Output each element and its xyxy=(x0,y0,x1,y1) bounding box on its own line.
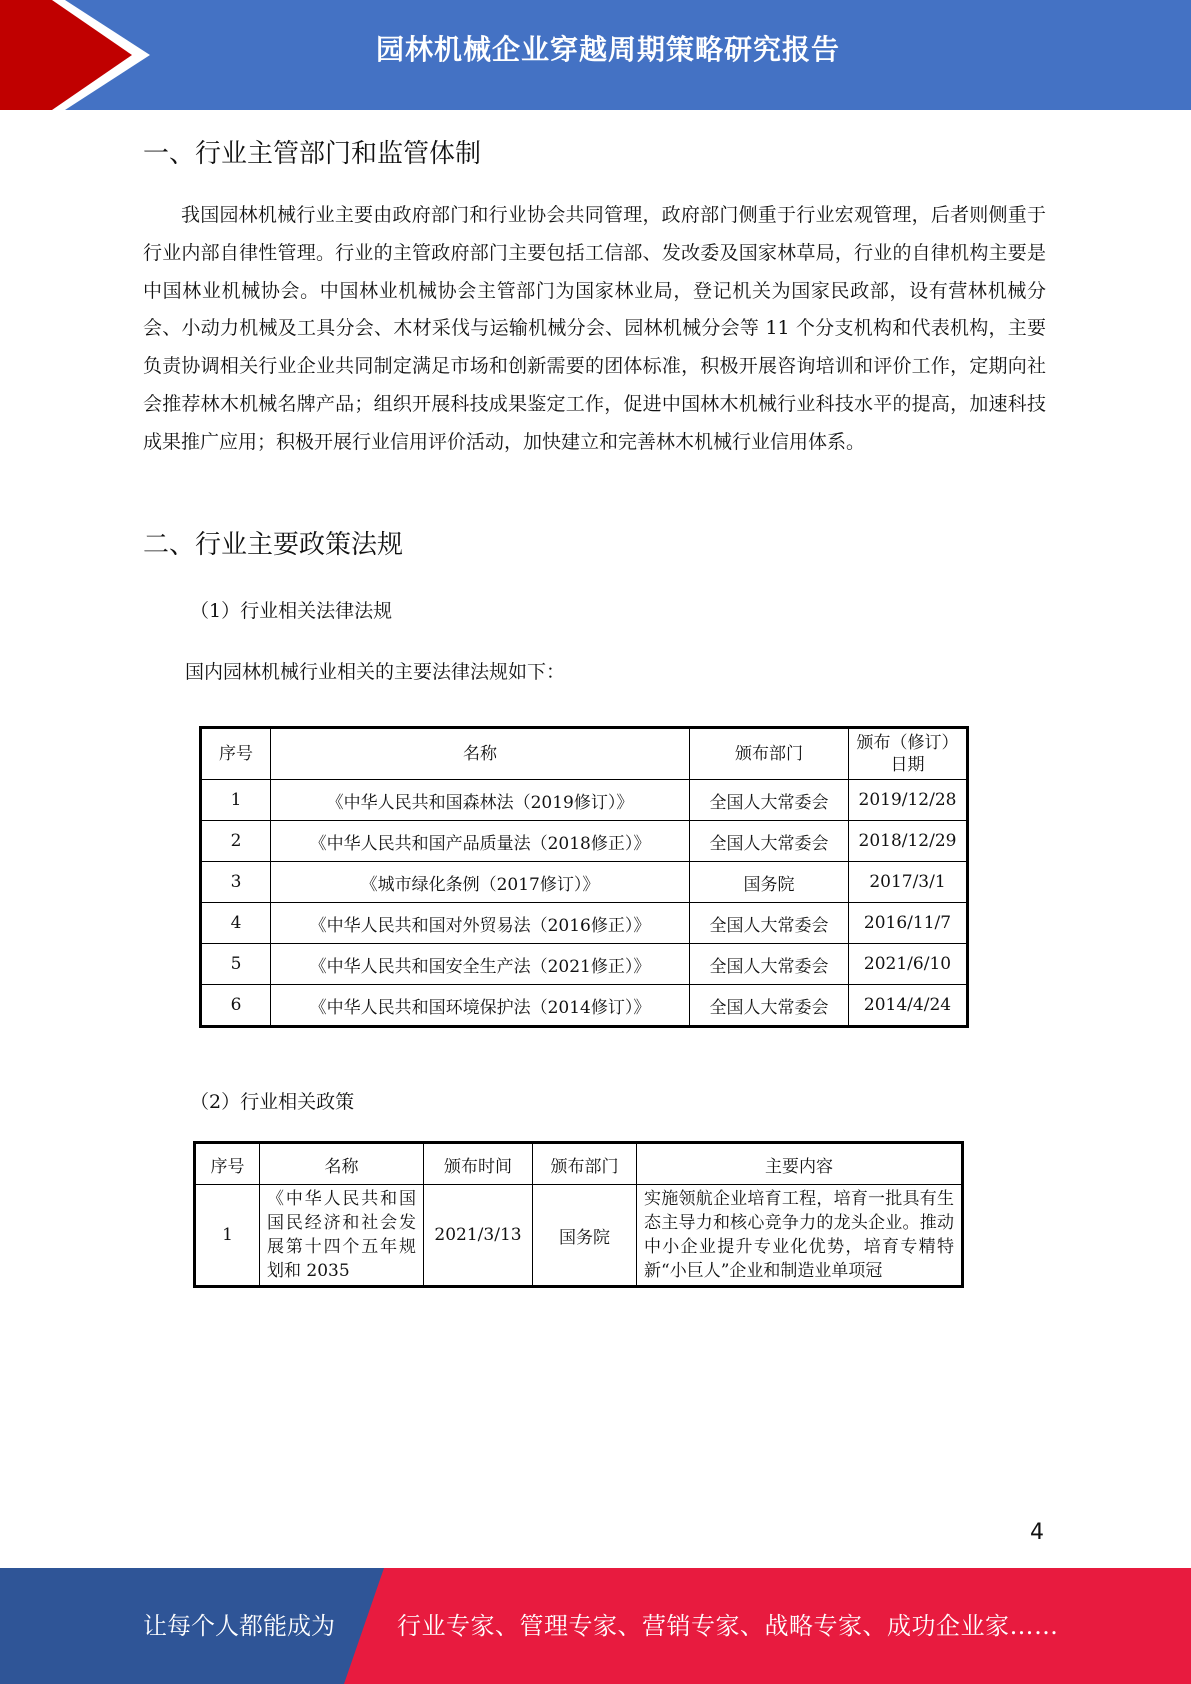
cell-department: 全国人大常委会 xyxy=(690,780,849,821)
table-row xyxy=(201,862,968,903)
col-header-date: 颁布（修订）日期 xyxy=(849,728,968,780)
col-header-department: 颁布部门 xyxy=(533,1143,637,1185)
cell-name: 《中华人民共和国产品质量法（2018修正）》 xyxy=(271,821,690,862)
cell-name: 《中华人民共和国森林法（2019修订）》 xyxy=(271,780,690,821)
cell-index: 6 xyxy=(201,985,271,1027)
section1-paragraph: 我国园林机械行业主要由政府部门和行业协会共同管理，政府部门侧重于行业宏观管理，后者则侧重于行业内部自律性管理。行业的主管政府部门主要包括工信部、发改委及国家林草局，行业的自律机构主要是中国林业机械协会。中国林业机械协会主管部门为国家林业局，登记机关为国家民政部，设有营林机械分会、小动力机械及工具分会、木材采伐与运输机械分会、园林机械分会等 11 个分支机构和代表机构，主要负责协调相关行业企业共同制定满足市场和创新需要的团体标准，积极开展咨询培训和评价工作，定期向社会推荐林木机械名牌产品；组织开展科技成果鉴定工作，促进中国林木机械行业科技水平的提高，加速科技成果推广应用；积极开展行业信用评价活动，加快建立和完善林木机械行业信用体系。 xyxy=(143,204,1046,453)
cell-department: 全国人大常委会 xyxy=(690,985,849,1027)
subsection1-title: （1）行业相关法律法规 xyxy=(190,600,393,622)
col-header-date: 颁布时间 xyxy=(424,1143,533,1185)
cell-name: 《中华人民共和国安全生产法（2021修正）》 xyxy=(271,944,690,985)
footer-banner xyxy=(0,1568,1191,1684)
cell-date: 2016/11/7 xyxy=(849,903,968,944)
col-header-name: 名称 xyxy=(260,1143,424,1185)
policies-table xyxy=(193,1141,964,1288)
cell-date: 2021/6/10 xyxy=(849,944,968,985)
footer-slogan-left: 让每个人都能成为 xyxy=(143,1612,335,1640)
cell-department: 全国人大常委会 xyxy=(690,944,849,985)
col-header-index: 序号 xyxy=(201,728,271,780)
cell-date: 2018/12/29 xyxy=(849,821,968,862)
cell-date: 2014/4/24 xyxy=(849,985,968,1027)
cell-department: 国务院 xyxy=(533,1185,637,1287)
cell-index: 4 xyxy=(201,903,271,944)
cell-name: 《中华人民共和国对外贸易法（2016修正）》 xyxy=(271,903,690,944)
cell-name: 《中华人民共和国环境保护法（2014修订）》 xyxy=(271,985,690,1027)
cell-index: 2 xyxy=(201,821,271,862)
laws-table xyxy=(199,726,969,1028)
laws-intro: 国内园林机械行业相关的主要法律法规如下： xyxy=(185,661,566,683)
cell-date: 2019/12/28 xyxy=(849,780,968,821)
table-header-row xyxy=(201,728,968,780)
col-header-department: 颁布部门 xyxy=(690,728,849,780)
cell-index: 1 xyxy=(201,780,271,821)
cell-date: 2021/3/13 xyxy=(424,1185,533,1287)
cell-department: 全国人大常委会 xyxy=(690,821,849,862)
page-number: 4 xyxy=(1030,1520,1044,1545)
table-row xyxy=(201,780,968,821)
cell-department: 全国人大常委会 xyxy=(690,903,849,944)
table-row xyxy=(201,903,968,944)
table-header-row xyxy=(195,1143,963,1185)
cell-name: 《中华人民共和国国民经济和社会发展第十四个五年规划和 2035 xyxy=(260,1185,424,1287)
cell-content: 实施领航企业培育工程，培育一批具有生态主导力和核心竞争力的龙头企业。推动中小企业提升专业化优势，培育专精特新“小巨人”企业和制造业单项冠 xyxy=(637,1185,963,1287)
cell-date: 2017/3/1 xyxy=(849,862,968,903)
table-row xyxy=(201,821,968,862)
subsection2-title: （2）行业相关政策 xyxy=(190,1091,355,1113)
cell-name: 《城市绿化条例（2017修订）》 xyxy=(271,862,690,903)
col-header-name: 名称 xyxy=(271,728,690,780)
table-row xyxy=(201,944,968,985)
table-row xyxy=(201,985,968,1027)
table-row xyxy=(195,1185,963,1287)
footer-slogan-right: 行业专家、管理专家、营销专家、战略专家、成功企业家…… xyxy=(397,1612,1059,1640)
cell-index: 5 xyxy=(201,944,271,985)
section2-heading: 二、行业主要政策法规 xyxy=(143,530,404,560)
col-header-index: 序号 xyxy=(195,1143,260,1185)
header-bar xyxy=(0,0,1191,110)
col-header-content: 主要内容 xyxy=(637,1143,963,1185)
section1-heading: 一、行业主管部门和监管体制 xyxy=(143,139,482,169)
cell-index: 1 xyxy=(195,1185,260,1287)
cell-department: 国务院 xyxy=(690,862,849,903)
cell-index: 3 xyxy=(201,862,271,903)
report-title: 园林机械企业穿越周期策略研究报告 xyxy=(375,33,840,66)
